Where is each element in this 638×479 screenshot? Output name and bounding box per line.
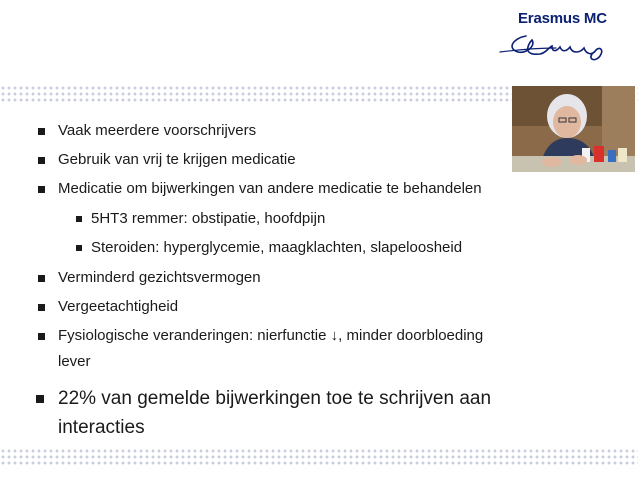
list-item-text: lever [58, 353, 91, 370]
list-item-text: Fysiologische veranderingen: nierfunctie ↓, minder doorbloeding [58, 327, 484, 344]
list-item [58, 325, 483, 347]
bullet-square-icon [76, 245, 82, 251]
list-item [58, 178, 482, 200]
bullet-square-icon [76, 216, 82, 222]
list-item [58, 267, 261, 289]
bullet-square-icon [38, 304, 45, 311]
sub-list-item [91, 237, 462, 259]
list-item-text: Gebruik van vrij te krijgen medicatie [58, 151, 296, 168]
list-item [58, 120, 256, 142]
sub-list-item [91, 208, 325, 230]
list-item [58, 149, 296, 171]
list-item-text: Medicatie om bijwerkingen van andere medicatie te behandelen [58, 180, 482, 197]
bullet-square-icon [36, 395, 44, 403]
list-item-continuation [58, 351, 91, 373]
list-item-text: 22% van gemelde bijwerkingen toe te schrijven aan [58, 388, 492, 409]
bullet-square-icon [38, 333, 45, 340]
list-item-text: Vergeetachtigheid [58, 298, 179, 315]
bullet-square-icon [38, 275, 45, 282]
list-item-text: Vaak meerdere voorschrijvers [58, 122, 257, 139]
logo-text: Erasmus MC [518, 10, 607, 27]
bullet-square-icon [38, 186, 45, 193]
bullet-square-icon [38, 157, 45, 164]
list-item-text: interacties [58, 417, 145, 438]
list-item-continuation [58, 414, 145, 441]
bullet-square-icon [38, 128, 45, 135]
list-item-text: Verminderd gezichtsvermogen [58, 269, 261, 286]
list-item [58, 296, 178, 318]
list-item-highlight [58, 385, 491, 412]
list-item-text: Steroiden: hyperglycemie, maagklachten, slapeloosheid [91, 239, 463, 256]
list-item-text: 5HT3 remmer: obstipatie, hoofdpijn [91, 210, 326, 227]
